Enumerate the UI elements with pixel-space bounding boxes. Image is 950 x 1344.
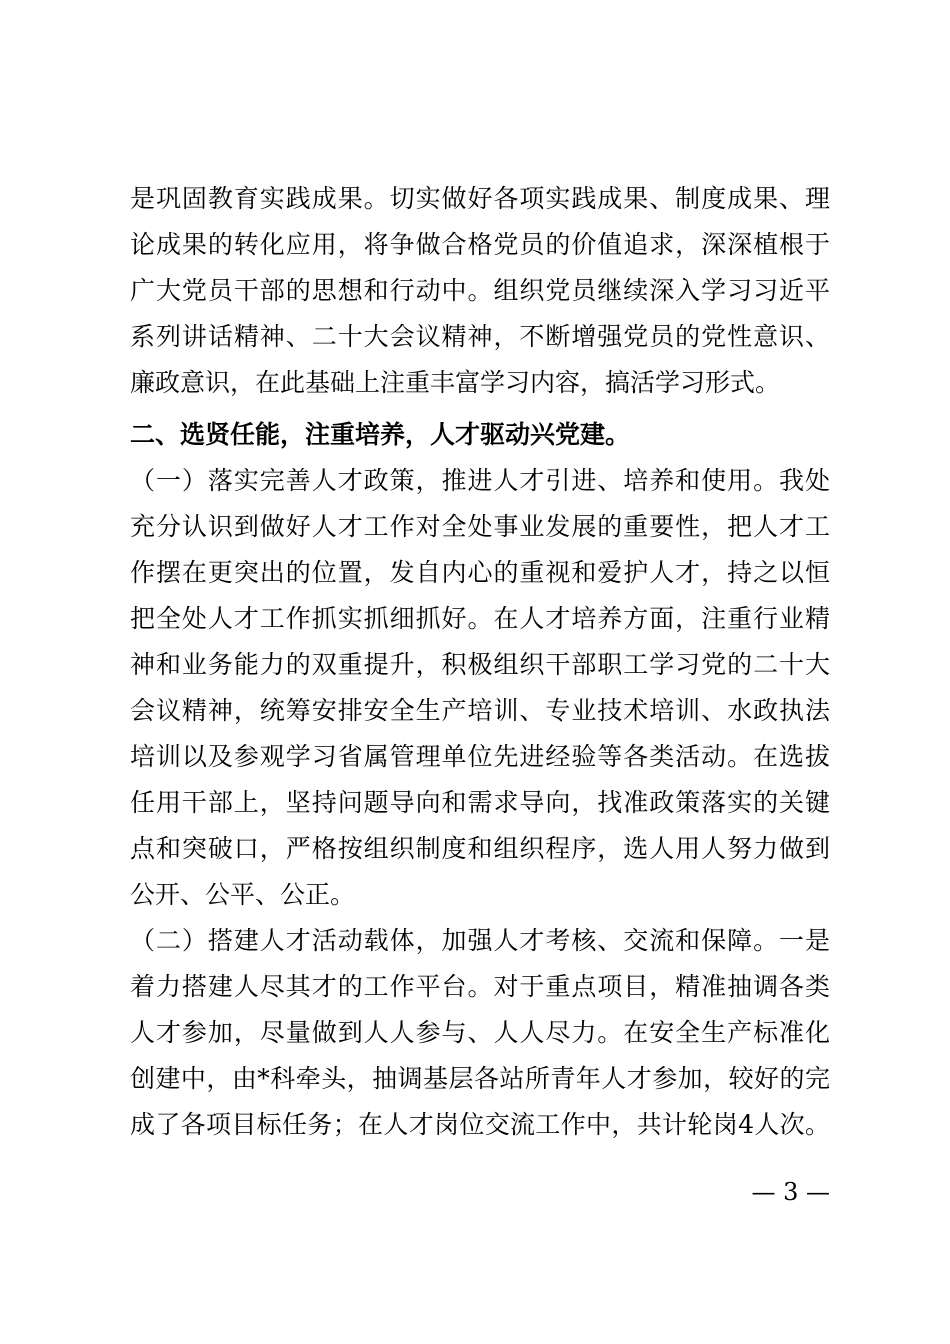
body-text-line: 广大党员干部的思想和行动中。组织党员继续深入学习习近平 bbox=[130, 276, 830, 305]
body-text-line: 作摆在更突出的位置，发自内心的重视和爱护人才，持之以恒 bbox=[130, 558, 830, 587]
section-heading: 二、选贤任能，注重培养，人才驱动兴党建。 bbox=[130, 420, 631, 449]
body-text-line: 成了各项目标任务；在人才岗位交流工作中，共计轮岗4人次。 bbox=[130, 1110, 830, 1139]
body-text-line: 公开、公平、公正。 bbox=[130, 880, 356, 909]
subsection-heading-line: （一）落实完善人才政策，推进人才引进、培养和使用。我处 bbox=[130, 466, 830, 495]
subsection-heading-line: （二）搭建人才活动载体，加强人才考核、交流和保障。一是 bbox=[130, 926, 830, 955]
body-text-line: 神和业务能力的双重提升，积极组织干部职工学习党的二十大 bbox=[130, 650, 830, 679]
body-text-line: 创建中，由*科牵头，抽调基层各站所青年人才参加，较好的完 bbox=[130, 1064, 830, 1093]
body-text-line: 培训以及参观学习省属管理单位先进经验等各类活动。在选拔 bbox=[130, 742, 830, 771]
body-text-line: 点和突破口，严格按组织制度和组织程序，选人用人努力做到 bbox=[130, 834, 830, 863]
body-text-line: 充分认识到做好人才工作对全处事业发展的重要性，把人才工 bbox=[130, 512, 830, 541]
body-text-line: 人才参加，尽量做到人人参与、人人尽力。在安全生产标准化 bbox=[130, 1018, 830, 1047]
body-text-line: 论成果的转化应用，将争做合格党员的价值追求，深深植根于 bbox=[130, 230, 830, 259]
body-text-line: 把全处人才工作抓实抓细抓好。在人才培养方面，注重行业精 bbox=[130, 604, 830, 633]
body-text-line: 着力搭建人尽其才的工作平台。对于重点项目，精准抽调各类 bbox=[130, 972, 830, 1001]
body-text-line: 会议精神，统筹安排安全生产培训、专业技术培训、水政执法 bbox=[130, 696, 830, 725]
body-text-line: 任用干部上，坚持问题导向和需求导向，找准政策落实的关键 bbox=[130, 788, 830, 817]
body-text-line: 廉政意识，在此基础上注重丰富学习内容，搞活学习形式。 bbox=[130, 368, 781, 397]
body-text-line: 系列讲话精神、二十大会议精神，不断增强党员的党性意识、 bbox=[130, 322, 830, 351]
page-number: — 3 — bbox=[751, 1178, 830, 1206]
body-text-line: 是巩固教育实践成果。切实做好各项实践成果、制度成果、理 bbox=[130, 184, 830, 213]
